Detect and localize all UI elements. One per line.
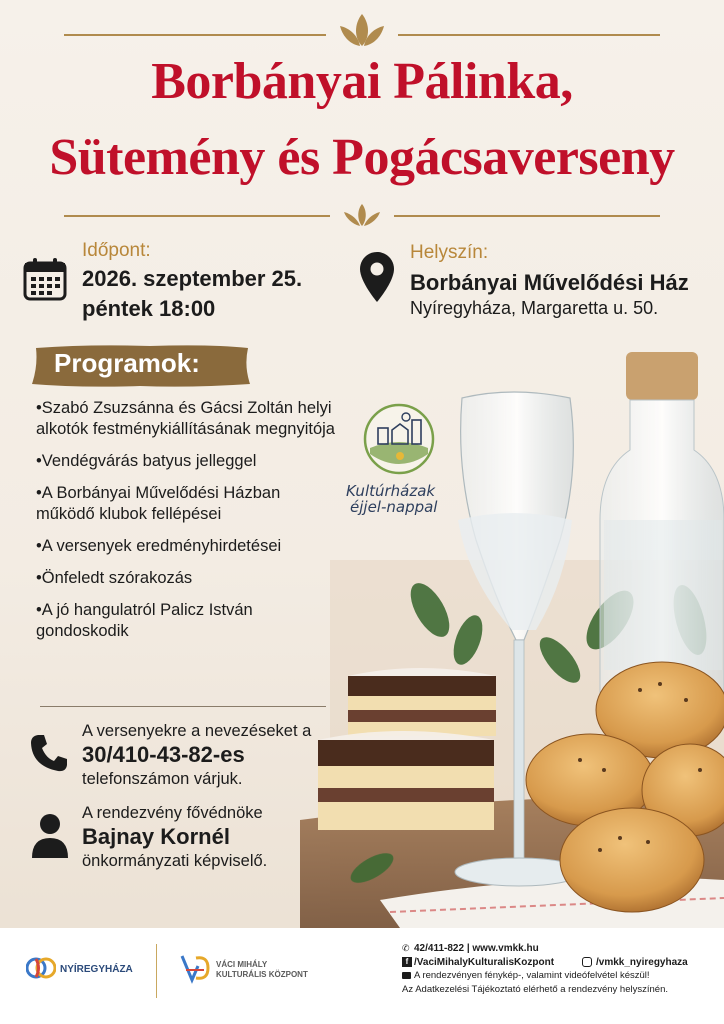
programs-list [36,398,346,653]
vmkk-logo-line2: KULTURÁLIS KÖZPONT [216,970,308,979]
title-line-1: Borbányai Pálinka, [151,53,573,110]
program-item: •A Borbányai Művelődési Házban működő klubok fellépései [36,484,281,523]
title-rule-right [394,215,660,217]
footer-notice-2: Az Adatkezelési Tájékoztató elérhető a rendezvény helyszínén. [402,984,668,995]
footer-phone-web: 42/411-822 | www.vmkk.hu [414,943,539,954]
vmkk-logo-line1: VÁCI MIHÁLY [216,960,268,969]
footer-notice-1: A rendezvényen fénykép-, valamint videófelvétel készül! [414,970,650,981]
kulturhazak-logo-icon [362,402,436,476]
contact-phone: 30/410-43-82-es [82,742,245,767]
program-item: •A jó hangulatról Palicz István gondoskodik [36,601,253,640]
event-date: 2026. szeptember 25. [82,266,303,291]
footer-facebook[interactable]: /VaciMihalyKulturalisKozpont [414,957,555,968]
program-item: •Önfeledt szórakozás [36,569,193,587]
kulturhazak-line2: éjjel-nappal [350,498,438,516]
kulturhazak-line1: Kultúrházak [346,482,436,500]
patron-line-3: önkormányzati képviselő. [82,852,268,870]
section-divider [40,706,326,707]
contact-line-1: A versenyekre a nevezéseket a [82,722,312,740]
contact-line-3: telefonszámon várjuk. [82,770,243,788]
phone-icon [28,732,70,774]
header-rule-left [64,34,326,36]
program-item: •Szabó Zsuzsánna és Gácsi Zoltán helyi alkotók festménykiállításának megnyitója [36,399,335,438]
leaf-ornament-icon [338,10,386,50]
programs-heading: Programok: [54,348,200,378]
map-pin-icon [358,250,396,304]
camera-icon [402,972,411,979]
patron-line-1: A rendezvény fővédnöke [82,804,263,822]
place-label: Helyszín: [410,242,489,263]
venue-address: Nyíregyháza, Margaretta u. 50. [410,298,659,318]
venue-name: Borbányai Művelődési Ház [410,270,689,295]
title-line-2: Sütemény és Pogácsaverseny [49,129,675,186]
date-label: Időpont: [82,240,151,261]
person-icon [30,812,70,860]
facebook-icon: f [402,957,412,967]
nyiregyhaza-logo-icon [26,954,56,982]
calendar-icon [22,256,68,302]
event-time: péntek 18:00 [82,296,216,321]
instagram-icon [582,957,592,967]
header-rule-right [398,34,660,36]
footer-instagram[interactable]: /vmkk_nyiregyhaza [596,957,688,968]
program-item: •A versenyek eredményhirdetései [36,537,282,555]
vmkk-logo-icon [178,952,212,984]
program-item: •Vendégvárás batyus jelleggel [36,452,257,470]
footer-divider [156,944,157,998]
leaf-ornament-small-icon [340,202,384,228]
patron-name: Bajnay Kornél [82,824,230,849]
nyiregyhaza-logo-text: NYÍREGYHÁZA [60,964,133,975]
title-rule-left [64,215,330,217]
phone-small-icon: ✆ [402,943,410,953]
